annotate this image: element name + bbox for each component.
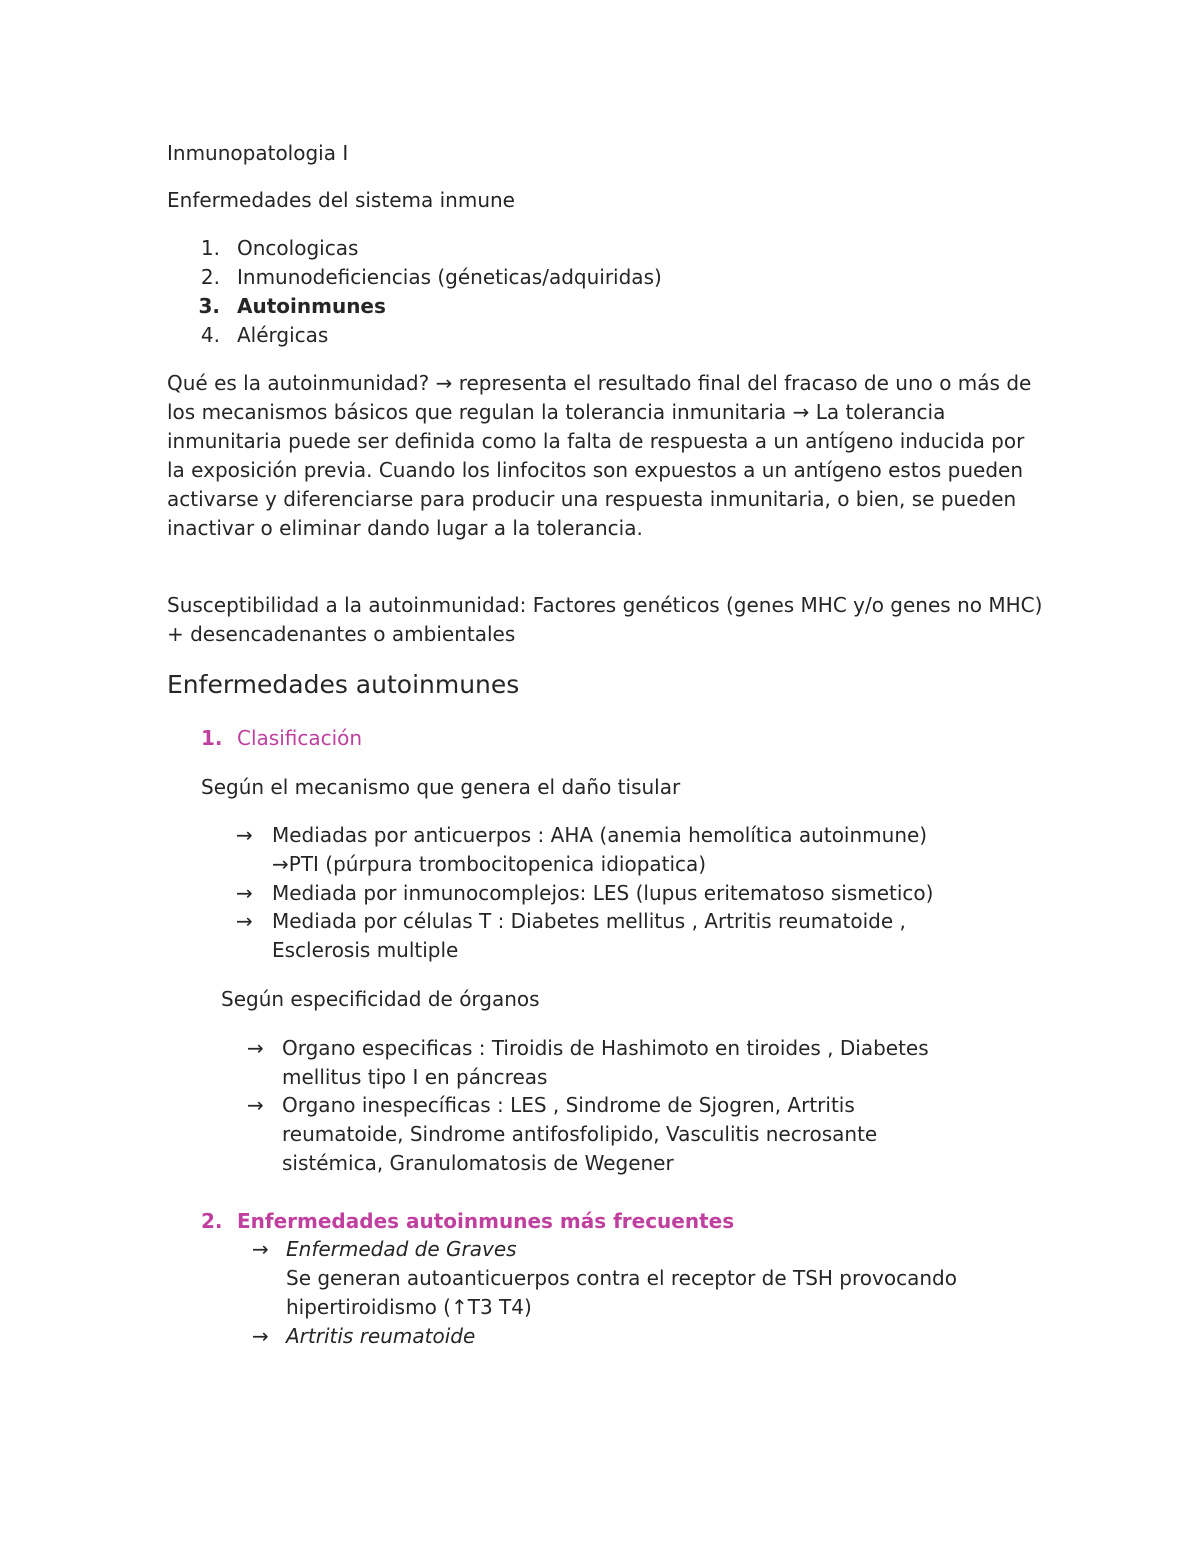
list-number: 3. — [198, 294, 220, 318]
list-text: Esclerosis multiple — [272, 938, 459, 962]
list-text: Mediadas por anticuerpos : AHA (anemia hemolítica autoinmune) — [272, 823, 928, 847]
list-text: Autoinmunes — [237, 294, 386, 318]
arrow-icon: → — [236, 823, 253, 847]
list-text: Organo inespecíficas : LES , Sindrome de Sjogren, Artritis — [282, 1093, 855, 1117]
graves-title: Enfermedad de Graves — [286, 1237, 517, 1261]
arrow-icon: → — [252, 1324, 269, 1348]
list-text: mellitus tipo I en páncreas — [282, 1065, 548, 1089]
organ-heading: Según especificidad de órganos — [221, 987, 540, 1011]
graves-text: hipertiroidismo (↑T3 T4) — [286, 1295, 532, 1319]
list-text: Mediada por inmunocomplejos: LES (lupus eritematoso sismetico) — [272, 881, 934, 905]
graves-text: Se generan autoanticuerpos contra el receptor de TSH provocando — [286, 1266, 957, 1290]
list-text: Oncologicas — [237, 236, 359, 260]
list-text: reumatoide, Sindrome antifosfolipido, Vasculitis necrosante — [282, 1122, 878, 1146]
mech-heading: Según el mecanismo que genera el daño tisular — [201, 775, 681, 799]
list-number: 1. — [200, 236, 220, 260]
sec1-number: 1. — [201, 726, 223, 750]
list-text: Mediada por células T : Diabetes mellitus , Artritis reumatoide , — [272, 909, 906, 933]
paragraph-susceptibilidad: Susceptibilidad a la autoinmunidad: Factores genéticos (genes MHC y/o genes no MHC) + desencadenantes o ambientales — [167, 593, 1043, 646]
arrow-icon: → — [236, 909, 253, 933]
arrow-icon: → — [247, 1093, 264, 1117]
arrow-icon: → — [252, 1237, 269, 1261]
list-text: Alérgicas — [237, 323, 329, 347]
list-text: sistémica, Granulomatosis de Wegener — [282, 1151, 674, 1175]
list-number: 2. — [200, 265, 220, 289]
section-heading: Enfermedades autoinmunes — [167, 670, 520, 699]
sec1-title: Clasificación — [237, 726, 363, 750]
list-text: Inmunodeficiencias (géneticas/adquiridas) — [237, 265, 662, 289]
list-text: Organo especificas : Tiroidis de Hashimoto en tiroides , Diabetes — [282, 1036, 929, 1060]
doc-subtitle: Enfermedades del sistema inmune — [167, 188, 515, 212]
doc-title: Inmunopatologia I — [167, 141, 349, 165]
arrow-icon: → — [236, 881, 253, 905]
paragraph-autoinmunidad: Qué es la autoinmunidad? → representa el resultado final del fracaso de uno o más de los mecanismos básicos que regulan la tolerancia inmunitaria → La tolerancia inmunitaria puede ser definida como la falta de respuesta a un antígeno inducida por la exposición previa. Cuando los linfocitos son expuestos a un antígeno estos pueden activarse y diferenciarse para producir una respuesta inmunitaria, o bien, se pueden inactivar o eliminar dando lugar a la tolerancia. — [167, 371, 1032, 540]
list-text: →PTI (púrpura trombocitopenica idiopatica) — [272, 852, 707, 876]
list-number: 4. — [200, 323, 220, 347]
sec2-number: 2. — [201, 1209, 223, 1233]
sec2-title: Enfermedades autoinmunes más frecuentes — [237, 1209, 735, 1233]
ar-title: Artritis reumatoide — [286, 1324, 476, 1348]
arrow-icon: → — [247, 1036, 264, 1060]
